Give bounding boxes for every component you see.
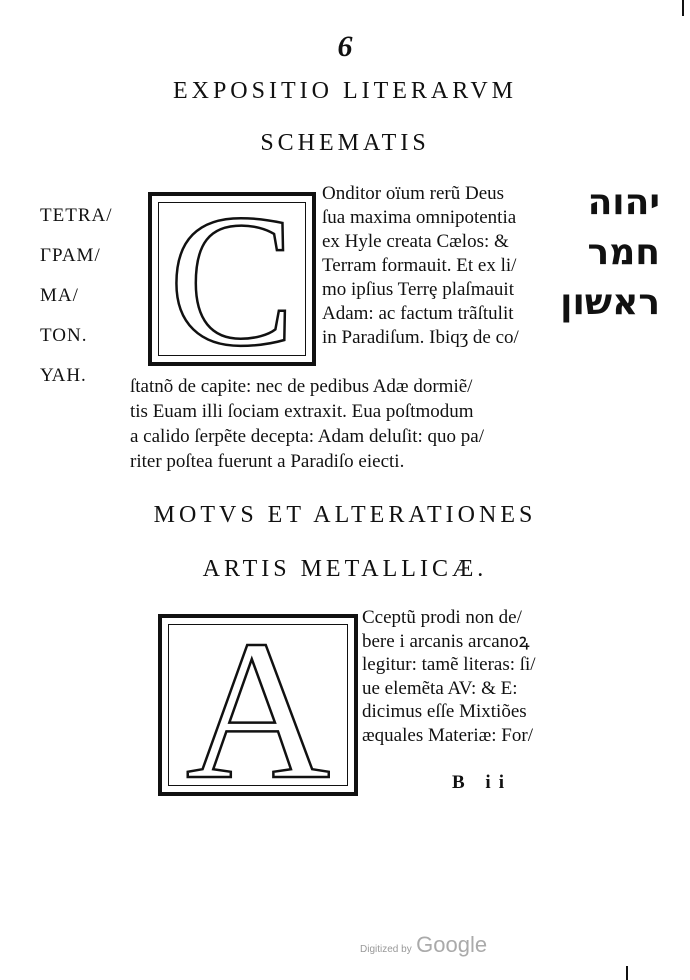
margin-gloss-line: ΤΟΝ. [40,325,88,346]
text-line: riter poſtea fuerunt a Paradiſo eiecti. [130,451,405,472]
margin-gloss-line: ΥΑΗ. [40,365,87,386]
margin-gloss-line: ΓΡΑΜ/ [40,245,101,266]
page-number: 6 [337,30,353,63]
text-line: æquales Materiæ: For/ [362,724,533,746]
initial-letter: A [185,600,331,821]
paragraph-2-side [362,606,536,748]
text-line: ſua maxima omnipotentia [322,207,517,228]
text-line: Terram formauit. Et ex li/ [322,255,517,276]
text-line: ex Hyle creata Cælos: & [322,231,509,252]
text-line: ſtatnõ de capite: nec de pedibus Adæ dormiẽ/ [130,376,473,397]
decorated-initial-c [148,176,316,386]
text-line: bere i arcanis arcanoꝝ [362,630,530,652]
margin-gloss-line: TETRA/ [40,205,113,226]
margin-gloss-line: ΜΑ/ [40,285,79,306]
section-title: MOTVS ET ALTERATIONES [153,502,537,528]
scan-edge-mark [682,0,684,16]
text-line: ue elemẽta AV: & E: [362,677,518,699]
page-title: EXPOSITIO LITERARVM [172,78,518,104]
decorated-initial-a [158,600,358,821]
hebrew-gloss-line: חמר [587,232,660,273]
paragraph-1-full [130,374,484,474]
text-line: Onditor oïum rerũ Deus [322,183,505,204]
text-line: Adam: ac factum trãſtulit [322,303,514,324]
initial-letter: C [168,176,296,386]
google-logo: Google [416,932,488,957]
text-line: a calido ſerpẽte decepta: Adam deluſit: quo pa/ [130,426,485,447]
text-line: tis Euam illi ſociam extraxit. Eua poſtmodum [130,401,474,422]
text-line: dicimus eſſe Mixtiões [362,701,527,723]
text-line: mo ipſius Terrȩ plaſmauit [322,279,514,300]
text-line: Cceptũ prodi non de/ [362,607,522,628]
digitized-watermark [360,932,487,958]
page-subtitle: SCHEMATIS [260,130,430,156]
paragraph-1-side [322,182,519,350]
margin-gloss-hebrew [560,178,660,328]
text-line: legitur: tamẽ literas: ſi/ [362,654,536,676]
signature-mark: B ii [452,772,512,793]
scan-edge-mark [626,966,628,980]
text-line: in Paradiſum. Ibiqʒ de co/ [322,327,519,348]
digitized-label: Digitized by [360,944,412,955]
hebrew-gloss-line: ראשון [560,282,660,323]
hebrew-gloss-line: יהוה [587,182,660,223]
section-subtitle: ARTIS METALLICÆ. [202,556,488,582]
margin-gloss-greek [40,196,113,396]
